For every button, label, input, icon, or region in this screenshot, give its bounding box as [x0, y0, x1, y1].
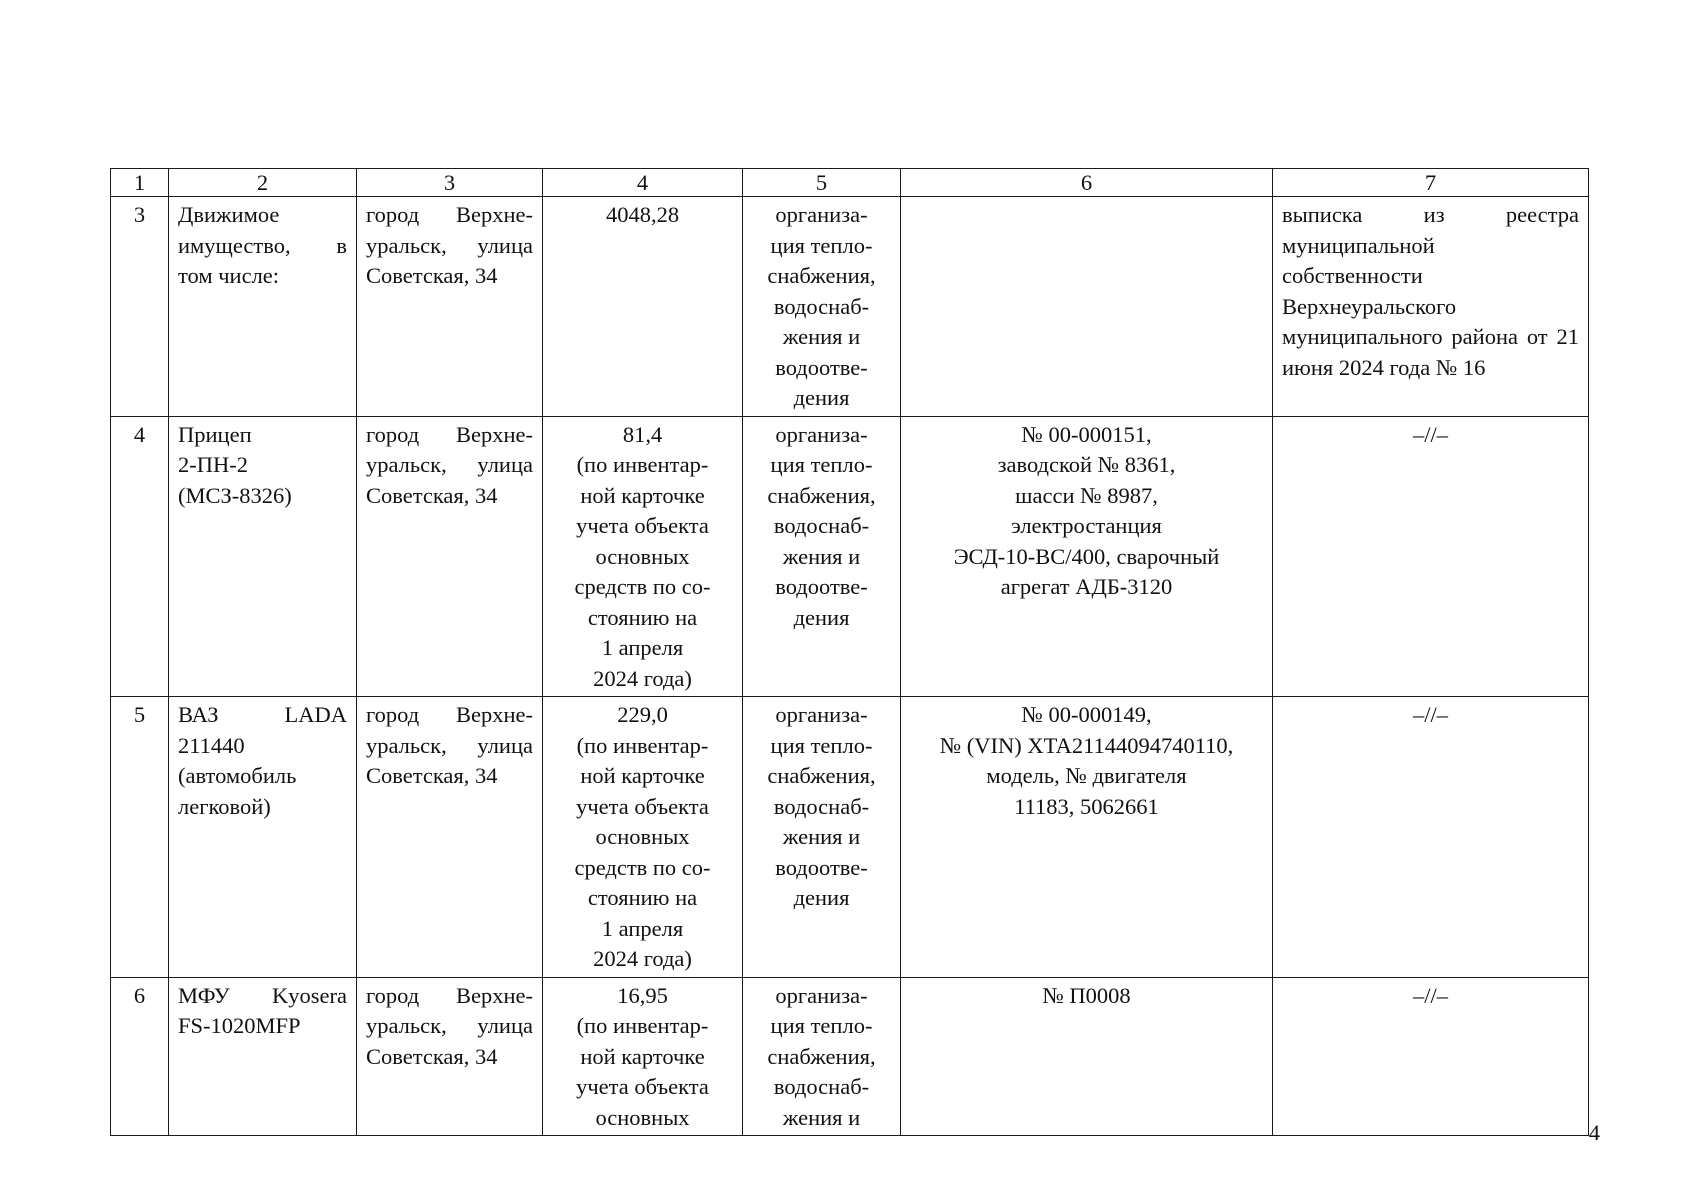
- table-row: [111, 416, 1589, 697]
- property-value: 16,95 (по инвентар- ной карточке учета объекта основных: [543, 977, 743, 1136]
- page-number: 4: [1588, 1120, 1600, 1145]
- property-address: город Верхне-уральск, улица Советская, 34: [357, 977, 543, 1136]
- ownership-basis: –//–: [1273, 977, 1589, 1136]
- property-purpose: организа- ция тепло- снабжения, водоснаб- жения и водоотве- дения: [743, 197, 901, 417]
- row-number: 3: [111, 197, 169, 417]
- property-value: 4048,28: [543, 197, 743, 417]
- property-details: № П0008: [901, 977, 1273, 1136]
- row-number: 6: [111, 977, 169, 1136]
- ownership-basis: выписка из реестра муниципальной собственности Верхнеуральского муниципального района от 21 июня 2024 года № 16: [1273, 197, 1589, 417]
- property-registry-table: [110, 168, 1589, 1136]
- property-purpose: организа- ция тепло- снабжения, водоснаб- жения и: [743, 977, 901, 1136]
- column-number: 4: [543, 169, 743, 197]
- table-row: [111, 697, 1589, 978]
- column-number: 2: [169, 169, 357, 197]
- property-details: № 00-000149, № (VIN) XTA21144094740110, модель, № двигателя 11183, 5062661: [901, 697, 1273, 978]
- property-purpose: организа- ция тепло- снабжения, водоснаб- жения и водоотве- дения: [743, 697, 901, 978]
- column-number-row: [111, 169, 1589, 197]
- row-number: 5: [111, 697, 169, 978]
- property-purpose: организа- ция тепло- снабжения, водоснаб- жения и водоотве- дения: [743, 416, 901, 697]
- property-details: [901, 197, 1273, 417]
- property-name: МФУ Kyosera FS-1020MFP: [169, 977, 357, 1136]
- property-address: город Верхне-уральск, улица Советская, 34: [357, 197, 543, 417]
- column-number: 6: [901, 169, 1273, 197]
- ownership-basis: –//–: [1273, 697, 1589, 978]
- property-name: ВАЗ LADA 211440 (автомобиль легковой): [169, 697, 357, 978]
- column-number: 5: [743, 169, 901, 197]
- property-details: № 00-000151, заводской № 8361, шасси № 8987, электростанция ЭСД-10-ВС/400, сварочный агрегат АДБ-3120: [901, 416, 1273, 697]
- column-number: 3: [357, 169, 543, 197]
- property-value: 229,0 (по инвентар- ной карточке учета объекта основных средств по со- стоянию на 1 апреля 2024 года): [543, 697, 743, 978]
- ownership-basis: –//–: [1273, 416, 1589, 697]
- table-row: [111, 197, 1589, 417]
- property-address: город Верхне-уральск, улица Советская, 34: [357, 697, 543, 978]
- property-name: Движимое имущество, в том числе:: [169, 197, 357, 417]
- property-address: город Верхне-уральск, улица Советская, 34: [357, 416, 543, 697]
- table-row: [111, 977, 1589, 1136]
- row-number: 4: [111, 416, 169, 697]
- column-number: 1: [111, 169, 169, 197]
- property-name: Прицеп 2-ПН-2 (МСЗ-8326): [169, 416, 357, 697]
- property-value: 81,4 (по инвентар- ной карточке учета объекта основных средств по со- стоянию на 1 апреля 2024 года): [543, 416, 743, 697]
- column-number: 7: [1273, 169, 1589, 197]
